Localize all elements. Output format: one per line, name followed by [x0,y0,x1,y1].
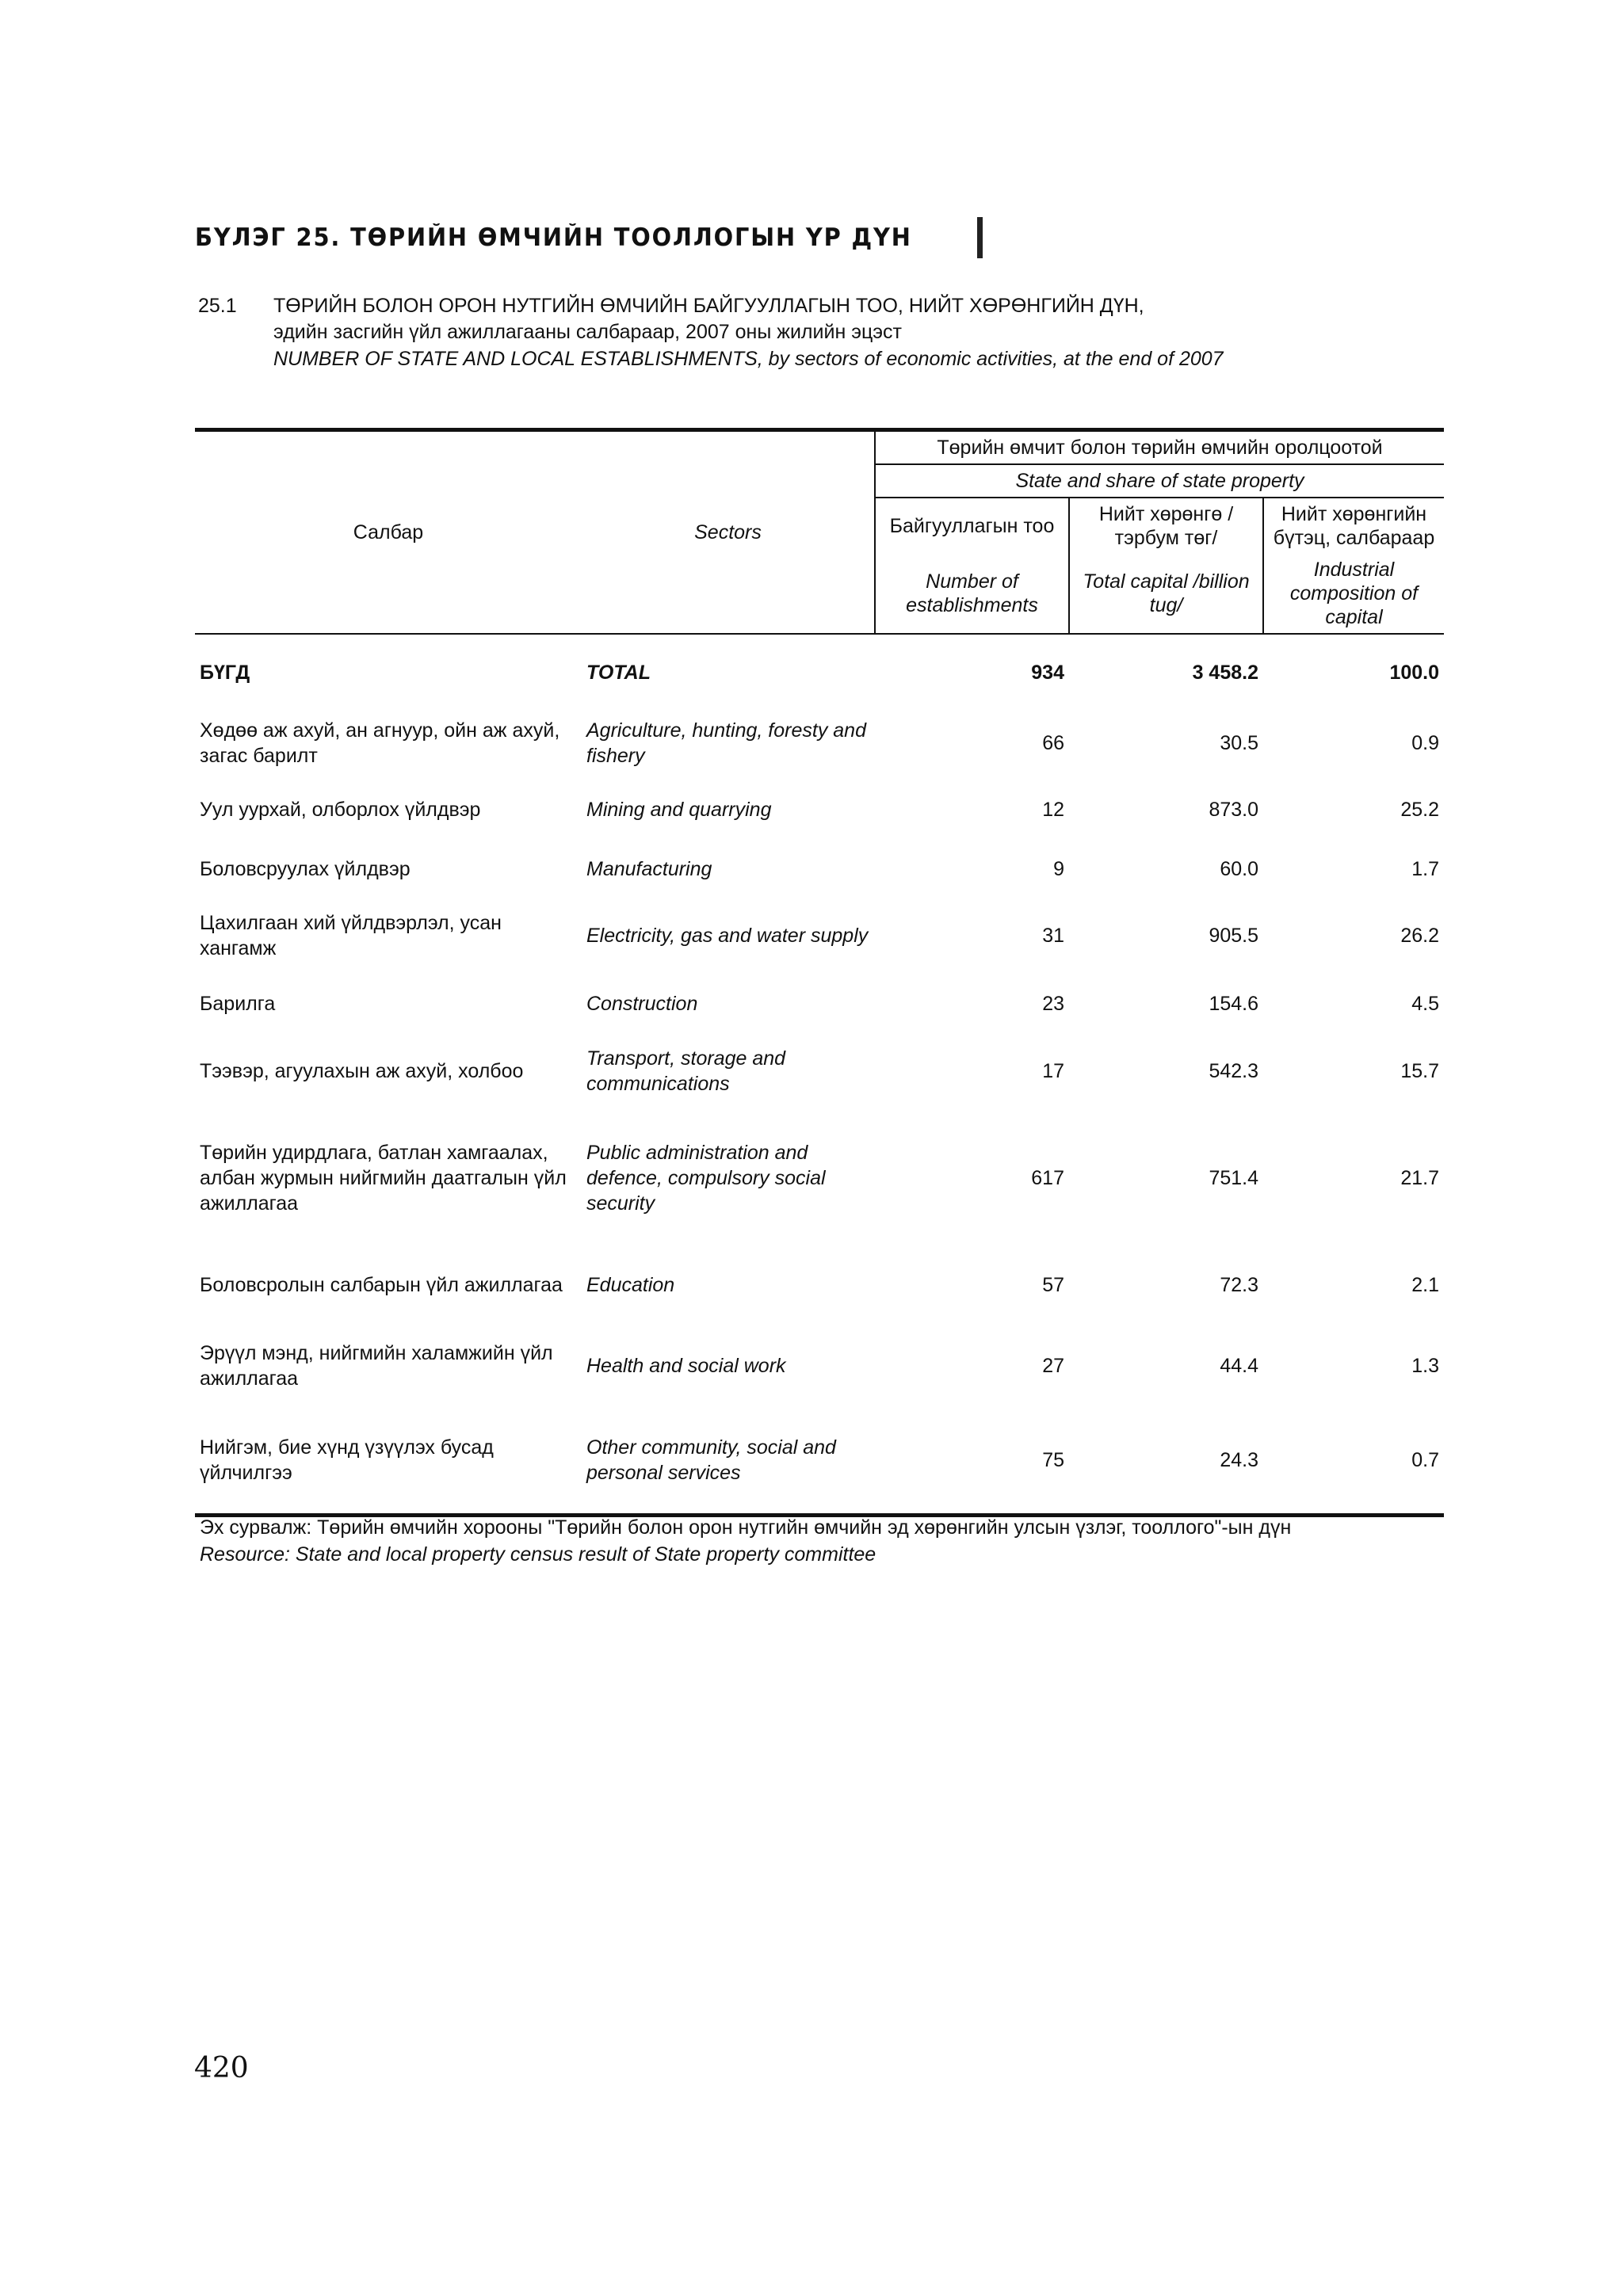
row-share: 4.5 [1411,993,1439,1015]
row-sector-mn: Боловсролын салбарын үйл ажиллагаа [200,1274,563,1296]
row-capital: 44.4 [1220,1355,1258,1377]
table-row [195,776,1444,843]
row-capital: 30.5 [1220,732,1258,754]
row-sector-en: Transport, storage and communications [586,1047,786,1095]
row-sector-mn: Барилга [200,993,276,1015]
row-count: 66 [1042,732,1064,754]
row-share: 15.7 [1400,1060,1439,1082]
table-row-total [195,634,1444,710]
row-sector-en: Health and social work [586,1355,786,1377]
row-count: 12 [1042,799,1064,821]
row-share: 1.7 [1411,858,1439,880]
row-count: 57 [1042,1274,1064,1296]
row-count: 31 [1042,925,1064,947]
table-title-mn: ТӨРИЙН БОЛОН ОРОН НУТГИЙН ӨМЧИЙН БАЙГУУЛЛАГЫН ТОО, НИЙТ ХӨРӨНГИЙН ДҮН, [273,295,1144,317]
row-sector-en: Education [586,1274,675,1296]
row-sector-en: Other community, social and personal services [586,1436,836,1484]
row-sector-en: Public administration and defence, compulsory social security [586,1142,826,1215]
row-capital: 542.3 [1209,1060,1258,1082]
row-sector-en: Electricity, gas and water supply [586,925,869,947]
table-number: 25.1 [198,295,237,317]
row-capital: 905.5 [1209,925,1258,947]
row-sector-en: Agriculture, hunting, foresty and fishery [586,719,866,767]
table-row [195,843,1444,895]
row-share: 2.1 [1411,1274,1439,1296]
column-header-share-mn: Нийт хөрөнгийн бүтэц, салбараар [1263,498,1444,554]
row-count: 17 [1042,1060,1064,1082]
row-share: 25.2 [1400,799,1439,821]
column-header-count-mn: Байгууллагын тоо [875,498,1069,554]
chapter-title: БҮЛЭГ 25. ТӨРИЙН ӨМЧИЙН ТООЛЛОГЫН ҮР ДҮН [195,223,912,252]
row-count: 934 [1031,661,1064,684]
row-capital: 3 458.2 [1192,661,1258,684]
table-row [195,1325,1444,1407]
row-sector-en: Manufacturing [586,858,712,880]
group-header-mn: Төрийн өмчит болон төрийн өмчийн оролцоотой [875,432,1444,464]
row-share: 0.9 [1411,732,1439,754]
statistics-table [195,428,1444,1517]
row-sector-en: Construction [586,993,698,1015]
column-header-capital-mn: Нийт хөрөнгө /тэрбум төг/ [1069,498,1263,554]
row-capital: 873.0 [1209,799,1258,821]
table-row [195,1032,1444,1111]
table-row [195,1407,1444,1515]
row-sector-mn: Тээвэр, агуулахын аж ахуй, холбоо [200,1060,524,1082]
row-sector-mn: Уул уурхай, олборлох үйлдвэр [200,799,481,821]
row-capital: 154.6 [1209,993,1258,1015]
table-row [195,1111,1444,1245]
chapter-heading [195,215,983,260]
row-sector-mn: Эрүүл мэнд, нийгмийн халамжийн үйл ажиллагаа [200,1342,553,1390]
row-share: 21.7 [1400,1167,1439,1189]
row-sector-mn: Боловсруулах үйлдвэр [200,858,411,880]
row-count: 9 [1053,858,1064,880]
column-header-count-en: Number of establishments [875,554,1069,633]
row-sector-mn: Хөдөө аж ахуй, ан агнуур, ойн аж ахуй, загас барилт [200,719,560,767]
row-share: 26.2 [1400,925,1439,947]
row-capital: 24.3 [1220,1448,1258,1471]
row-capital: 751.4 [1209,1167,1258,1189]
row-share: 100.0 [1389,661,1439,684]
chapter-marker-bar [977,217,983,258]
row-sector-en: TOTAL [586,661,651,684]
column-header-sector-en: Sectors [694,521,762,543]
table-row [195,710,1444,776]
source-note-mn: Эх сурвалж: Төрийн өмчийн хорооны "Төрийн болон орон нутгийн өмчийн эд хөрөнгийн улсын үзлэг, тооллого"-ын дүн [200,1516,1292,1539]
table-subtitle-mn: эдийн засгийн үйл ажиллагааны салбараар, 2007 оны жилийн эцэст [273,321,902,343]
column-header-capital-en: Total capital /billion tug/ [1069,554,1263,633]
row-count: 23 [1042,993,1064,1015]
row-capital: 60.0 [1220,858,1258,880]
source-note-en: Resource: State and local property census result of State property committee [200,1543,876,1566]
table-row [195,1245,1444,1325]
row-count: 75 [1042,1448,1064,1471]
row-sector-mn: Төрийн удирдлага, батлан хамгаалах, албан журмын нийгмийн даатгалын үйл ажиллагаа [200,1142,567,1215]
row-count: 617 [1031,1167,1064,1189]
column-header-sector-mn: Салбар [353,521,424,543]
group-header-en: State and share of state property [875,464,1444,498]
row-sector-mn: БҮГД [200,661,250,684]
row-sector-en: Mining and quarrying [586,799,772,821]
row-share: 0.7 [1411,1448,1439,1471]
page-number: 420 [194,2052,249,2084]
row-count: 27 [1042,1355,1064,1377]
row-capital: 72.3 [1220,1274,1258,1296]
table-row [195,895,1444,976]
column-header-share-en: Industrial composition of capital [1263,554,1444,633]
row-sector-mn: Цахилгаан хий үйлдвэрлэл, усан хангамж [200,912,502,959]
row-share: 1.3 [1411,1355,1439,1377]
table-row [195,976,1444,1032]
table-title-en: NUMBER OF STATE AND LOCAL ESTABLISHMENTS, by sectors of economic activities, at the end of 2007 [273,348,1224,370]
row-sector-mn: Нийгэм, бие хүнд үзүүлэх бусад үйлчилгээ [200,1436,494,1484]
